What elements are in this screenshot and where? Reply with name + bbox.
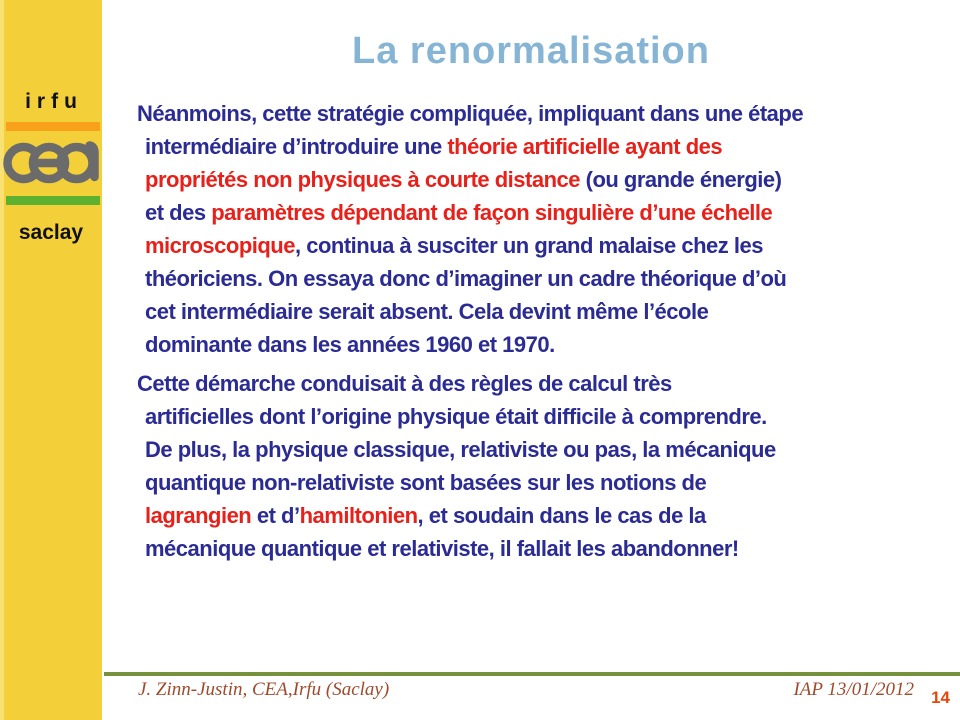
slide-body: [102, 97, 960, 571]
highlighted-text: lagrangien: [145, 503, 252, 528]
body-text: et d’: [251, 503, 300, 528]
body-text: dominante dans les années 1960 et 1970.: [145, 332, 555, 357]
saclay-label: saclay: [18, 221, 84, 244]
text-line: [145, 532, 960, 565]
text-line: [145, 433, 960, 466]
green-divider: [6, 196, 100, 205]
text-line: [145, 499, 960, 532]
body-text: intermédiaire d’introduire une: [145, 134, 448, 159]
text-line: [145, 295, 960, 328]
highlighted-text: microscopique: [145, 233, 295, 258]
text-line: [145, 163, 960, 196]
body-text: , continua à susciter un grand malaise chez les: [294, 233, 763, 258]
text-line: [145, 262, 960, 295]
body-text: (ou grande énergie): [580, 167, 782, 192]
body-text: cet intermédiaire serait absent. Cela devint même l’école: [145, 299, 709, 324]
highlighted-text: hamiltonien: [299, 503, 418, 528]
text-line: [145, 466, 960, 499]
footer-author: J. Zinn-Justin, CEA,Irfu (Saclay): [138, 679, 390, 700]
body-text: théoriciens. On essaya donc d’imaginer un cadre théorique d’où: [145, 266, 787, 291]
body-text: De plus, la physique classique, relativiste ou pas, la mécanique: [145, 437, 776, 462]
highlighted-text: théorie artificielle ayant des: [447, 134, 723, 159]
slide-title: La renormalisation: [352, 30, 710, 72]
text-line: [145, 196, 960, 229]
sidebar: [0, 0, 102, 720]
irfu-label: irfu: [25, 90, 83, 113]
paragraph: [102, 97, 960, 361]
body-text: Néanmoins, cette stratégie compliquée, impliquant dans une étape: [137, 101, 804, 126]
paragraph: [102, 367, 960, 565]
body-text: mécanique quantique et relativiste, il fallait les abandonner!: [145, 536, 739, 561]
text-line: [145, 400, 960, 433]
body-text: quantique non-relativiste sont basées sur les notions de: [145, 470, 707, 495]
body-text: Cette démarche conduisait à des règles de calcul très: [137, 371, 672, 396]
highlighted-text: propriétés non physiques à courte distance: [145, 167, 580, 192]
text-line: [145, 328, 960, 361]
text-line: [145, 130, 960, 163]
orange-divider: [6, 122, 100, 131]
cea-logo-icon: [3, 137, 99, 189]
body-text: , et soudain dans le cas de la: [417, 503, 706, 528]
page-number: 14: [931, 688, 950, 707]
text-line: [145, 229, 960, 262]
footer-divider: [104, 672, 960, 676]
text-line: [137, 97, 960, 130]
body-text: et des: [145, 200, 212, 225]
body-text: artificielles dont l’origine physique était difficile à comprendre.: [145, 404, 767, 429]
footer-event-date: IAP 13/01/2012: [793, 679, 914, 700]
text-line: [137, 367, 960, 400]
highlighted-text: paramètres dépendant de façon singulière d’une échelle: [211, 200, 773, 225]
